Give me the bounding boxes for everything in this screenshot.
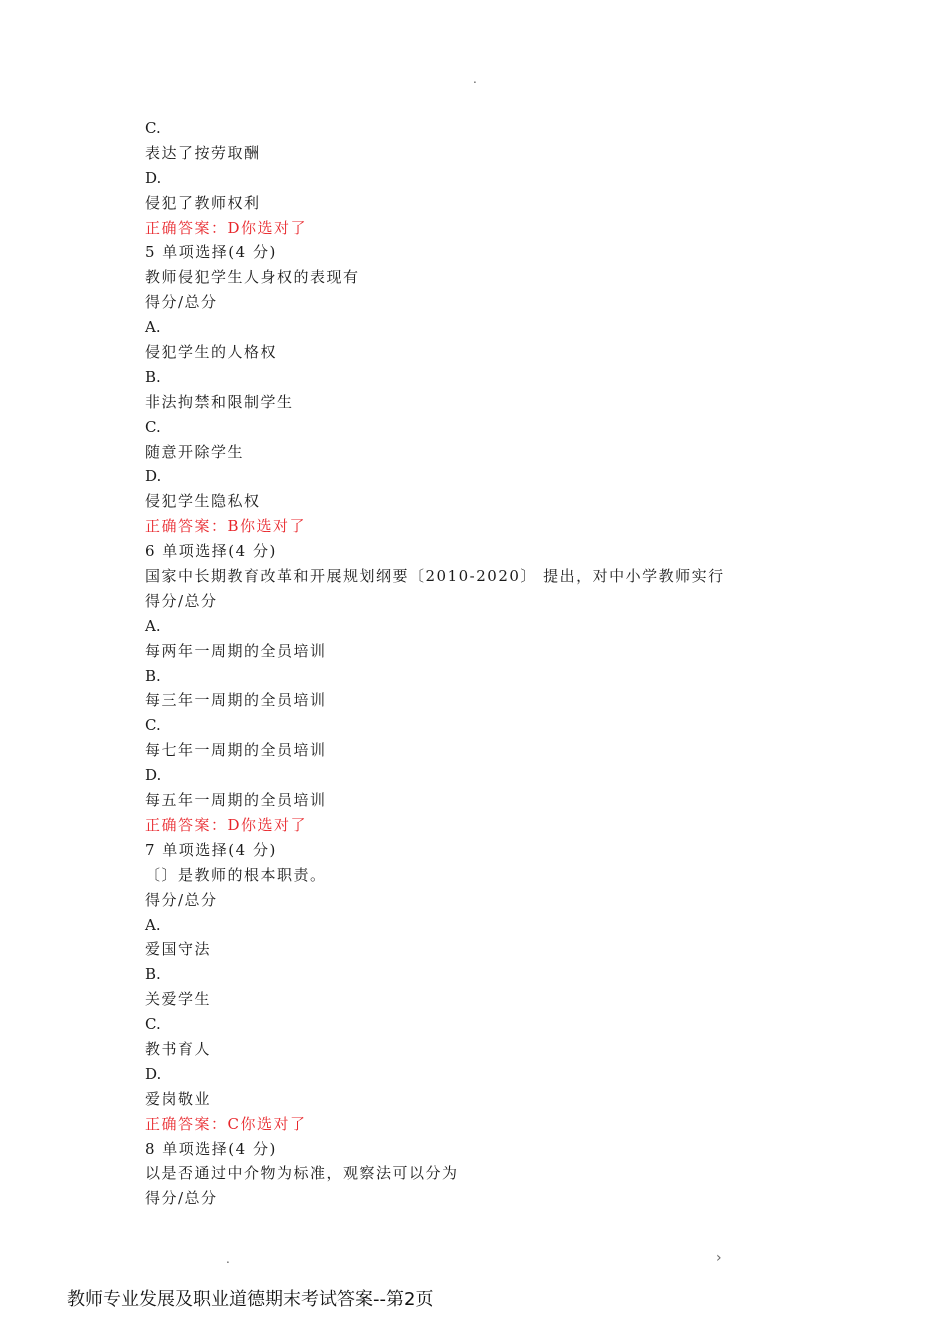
correct-answer-line: 正确答案：D你选对了 [145, 218, 308, 237]
text-line: 国家中长期教育改革和开展规划纲要〔2010-2020〕 提出，对中小学教师实行 [145, 567, 725, 586]
option-letter: A. [145, 318, 161, 337]
text-line: 侵犯了教师权利 [145, 193, 261, 212]
text-line: 教师侵犯学生人身权的表现有 [145, 268, 360, 287]
option-letter: D. [145, 467, 162, 486]
text-line: 得分/总分 [145, 890, 218, 909]
option-letter: A. [145, 616, 161, 635]
document-body [145, 116, 845, 1211]
text-line: 得分/总分 [145, 293, 218, 312]
text-line: 6 单项选择(4 分) [145, 542, 277, 561]
text-line: 侵犯学生隐私权 [145, 492, 261, 511]
correct-answer-line: 正确答案：C你选对了 [145, 1114, 307, 1133]
option-letter: D. [145, 1064, 162, 1083]
option-letter: C. [145, 417, 161, 436]
option-letter: A. [145, 915, 161, 934]
text-line: 教书育人 [145, 1039, 212, 1058]
option-letter: D. [145, 766, 162, 785]
text-line: 表达了按劳取酬 [145, 143, 261, 162]
text-line: 〔〕是教师的根本职责。 [145, 865, 327, 884]
correct-answer-line: 正确答案：B你选对了 [145, 517, 307, 536]
text-line: 得分/总分 [145, 1189, 218, 1208]
text-line: 每七年一周期的全员培训 [145, 741, 327, 760]
text-line: 7 单项选择(4 分) [145, 840, 277, 859]
text-line: 5 单项选择(4 分) [145, 243, 277, 262]
text-line: 关爱学生 [145, 990, 212, 1009]
chevron-right-icon: › [716, 1250, 722, 1266]
text-line: 爱国守法 [145, 940, 212, 959]
text-line: 8 单项选择(4 分) [145, 1139, 277, 1158]
option-letter: B. [145, 666, 161, 685]
option-letter: B. [145, 965, 161, 984]
text-line: 随意开除学生 [145, 442, 245, 461]
text-line: 得分/总分 [145, 591, 218, 610]
option-letter: C. [145, 716, 161, 735]
header-mark: . [473, 72, 477, 86]
text-line: 非法拘禁和限制学生 [145, 392, 294, 411]
text-line: 每五年一周期的全员培训 [145, 791, 327, 810]
option-letter: C. [145, 119, 161, 137]
text-line: 以是否通过中介物为标准，观察法可以分为 [145, 1164, 459, 1183]
option-letter: B. [145, 367, 161, 386]
option-letter: C. [145, 1015, 161, 1034]
text-line: 爱岗敬业 [145, 1089, 212, 1108]
footer-mark: . [226, 1252, 230, 1266]
option-letter: D. [145, 168, 162, 187]
correct-answer-line: 正确答案：D你选对了 [145, 815, 308, 834]
text-line: 每三年一周期的全员培训 [145, 691, 327, 710]
text-line: 每两年一周期的全员培训 [145, 641, 327, 660]
text-line: 侵犯学生的人格权 [145, 343, 278, 362]
footer-title: 教师专业发展及职业道德期末考试答案--第2页 [67, 1289, 434, 1310]
